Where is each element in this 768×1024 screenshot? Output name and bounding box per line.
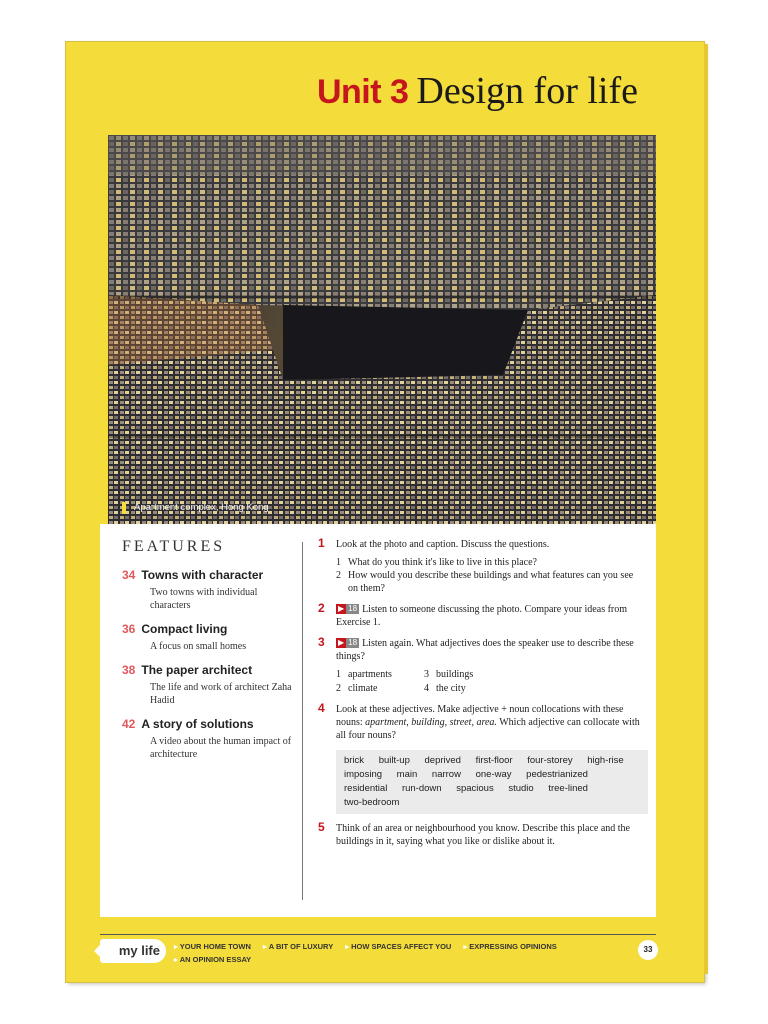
- textbook-page: [66, 42, 704, 982]
- feature-item[interactable]: [122, 622, 292, 653]
- arrow-icon: ▸: [463, 942, 468, 951]
- feature-description: Two towns with individual characters: [150, 587, 258, 611]
- arrow-icon: ▸: [262, 942, 267, 951]
- arrow-icon: ▸: [174, 955, 178, 964]
- list-item: 1 apartments: [336, 669, 392, 680]
- exercise-nouns: apartment, building, street, area.: [365, 717, 497, 728]
- arrow-icon: ▸: [345, 942, 350, 951]
- feature-title: Compact living: [141, 622, 228, 636]
- adjective-word: narrow: [431, 769, 461, 780]
- exercise-number: 1: [318, 536, 325, 550]
- apartment-photo-image: [108, 135, 656, 524]
- question-item: 1 What do you think it's like to live in this place?: [336, 557, 537, 568]
- list-item: 4 the city: [424, 683, 466, 694]
- apartment-photo: [108, 135, 656, 524]
- footer-link[interactable]: ▸ HOW SPACES AFFECT YOU: [345, 942, 452, 951]
- footer-link[interactable]: ▸ YOUR HOME TOWN: [174, 942, 251, 951]
- my-life-badge: [100, 939, 166, 963]
- feature-page-number: 36: [122, 622, 136, 636]
- footer-divider: [100, 934, 656, 935]
- adjective-word: deprived: [424, 755, 461, 766]
- feature-item[interactable]: [122, 568, 292, 612]
- page-number: 33: [638, 940, 658, 960]
- adjective-word-box: [336, 750, 648, 814]
- play-icon: ▶: [338, 604, 345, 613]
- play-icon: ▶: [338, 638, 345, 647]
- features-heading: FEATURES: [122, 538, 226, 555]
- my-life-label: my life: [118, 943, 160, 958]
- feature-description: A video about the human impact of architecture: [150, 736, 292, 760]
- question-item: 2 How would you describe these buildings and what features can you see on them?: [336, 570, 634, 594]
- exercise-number: 3: [318, 635, 325, 649]
- adjective-word: spacious: [456, 783, 494, 794]
- adjective-word: studio: [508, 783, 534, 794]
- adjective-word: pedestrianized: [526, 769, 588, 780]
- footer-link[interactable]: ▸ EXPRESSING OPINIONS: [463, 942, 557, 951]
- adjective-word: main: [396, 769, 418, 780]
- feature-page-number: 34: [122, 568, 136, 582]
- feature-item[interactable]: [122, 717, 292, 761]
- adjective-word: four-storey: [527, 755, 573, 766]
- adjective-word: imposing: [344, 769, 383, 780]
- photo-caption: Apartment complex, Hong Kong: [122, 502, 269, 514]
- exercise-instruction: Listen to someone discussing the photo. Compare your ideas from Exercise 1.: [336, 604, 628, 628]
- adjective-word: built-up: [378, 755, 410, 766]
- adjective-word: two-bedroom: [344, 797, 400, 808]
- audio-track-button[interactable]: [336, 604, 359, 614]
- unit-title: Design for life: [416, 70, 638, 112]
- exercise-number: 5: [318, 820, 325, 834]
- page-title: [317, 66, 638, 116]
- feature-description: A focus on small homes: [150, 641, 247, 652]
- exercise-1: [318, 538, 640, 595]
- exercise-5: [318, 822, 640, 848]
- item-list: [336, 668, 640, 695]
- exercise-number: 4: [318, 701, 325, 715]
- adjective-word: brick: [344, 755, 365, 766]
- arrow-icon: ▸: [174, 942, 178, 951]
- feature-page-number: 38: [122, 663, 136, 677]
- unit-label: Unit 3: [316, 73, 409, 111]
- audio-track-number: 18: [348, 604, 358, 613]
- exercises-column: [318, 538, 640, 856]
- exercise-number: 2: [318, 601, 325, 615]
- footer-link[interactable]: ▸ A BIT OF LUXURY: [262, 942, 334, 951]
- badge-notch: [94, 943, 102, 959]
- exercise-3: [318, 637, 640, 695]
- adjective-word: one-way: [475, 769, 512, 780]
- exercise-instruction: Look at these adjectives. Make adjective + noun collocations with these nouns:: [336, 704, 624, 728]
- audio-track-button[interactable]: [336, 638, 359, 648]
- list-item: 2 climate: [336, 683, 378, 694]
- exercise-4: [318, 703, 640, 814]
- adjective-word: first-floor: [475, 755, 513, 766]
- feature-title: The paper architect: [141, 663, 253, 677]
- footer-link[interactable]: ▸ AN OPINION ESSAY: [174, 955, 252, 964]
- question-list: [336, 556, 640, 595]
- exercise-2: [318, 603, 640, 629]
- adjective-word: run-down: [401, 783, 442, 794]
- feature-title: A story of solutions: [141, 717, 254, 731]
- page-edge: [704, 44, 708, 974]
- feature-title: Towns with character: [141, 568, 264, 582]
- adjective-word: residential: [344, 783, 388, 794]
- exercise-instruction: Listen again. What adjectives does the speaker use to describe these things?: [336, 638, 634, 662]
- feature-item[interactable]: [122, 663, 292, 707]
- my-life-links: [174, 940, 614, 966]
- features-column: [122, 538, 292, 771]
- column-divider: [302, 542, 303, 900]
- adjective-word: high-rise: [587, 755, 624, 766]
- exercise-instruction: Look at the photo and caption. Discuss the questions.: [336, 539, 550, 550]
- exercise-instruction: Think of an area or neighbourhood you know. Describe this place and the buildings in it, saying what you like or dislike about it.: [336, 823, 630, 847]
- page-footer: [100, 939, 680, 979]
- content-panel: [100, 524, 656, 917]
- adjective-word: tree-lined: [548, 783, 588, 794]
- feature-page-number: 42: [122, 717, 136, 731]
- feature-description: The life and work of architect Zaha Hadid: [150, 682, 292, 706]
- list-item: 3 buildings: [424, 669, 474, 680]
- audio-track-number: 18: [348, 638, 358, 647]
- exercise-instruction-cont: Which adjective can collocate with all four nouns?: [336, 717, 640, 741]
